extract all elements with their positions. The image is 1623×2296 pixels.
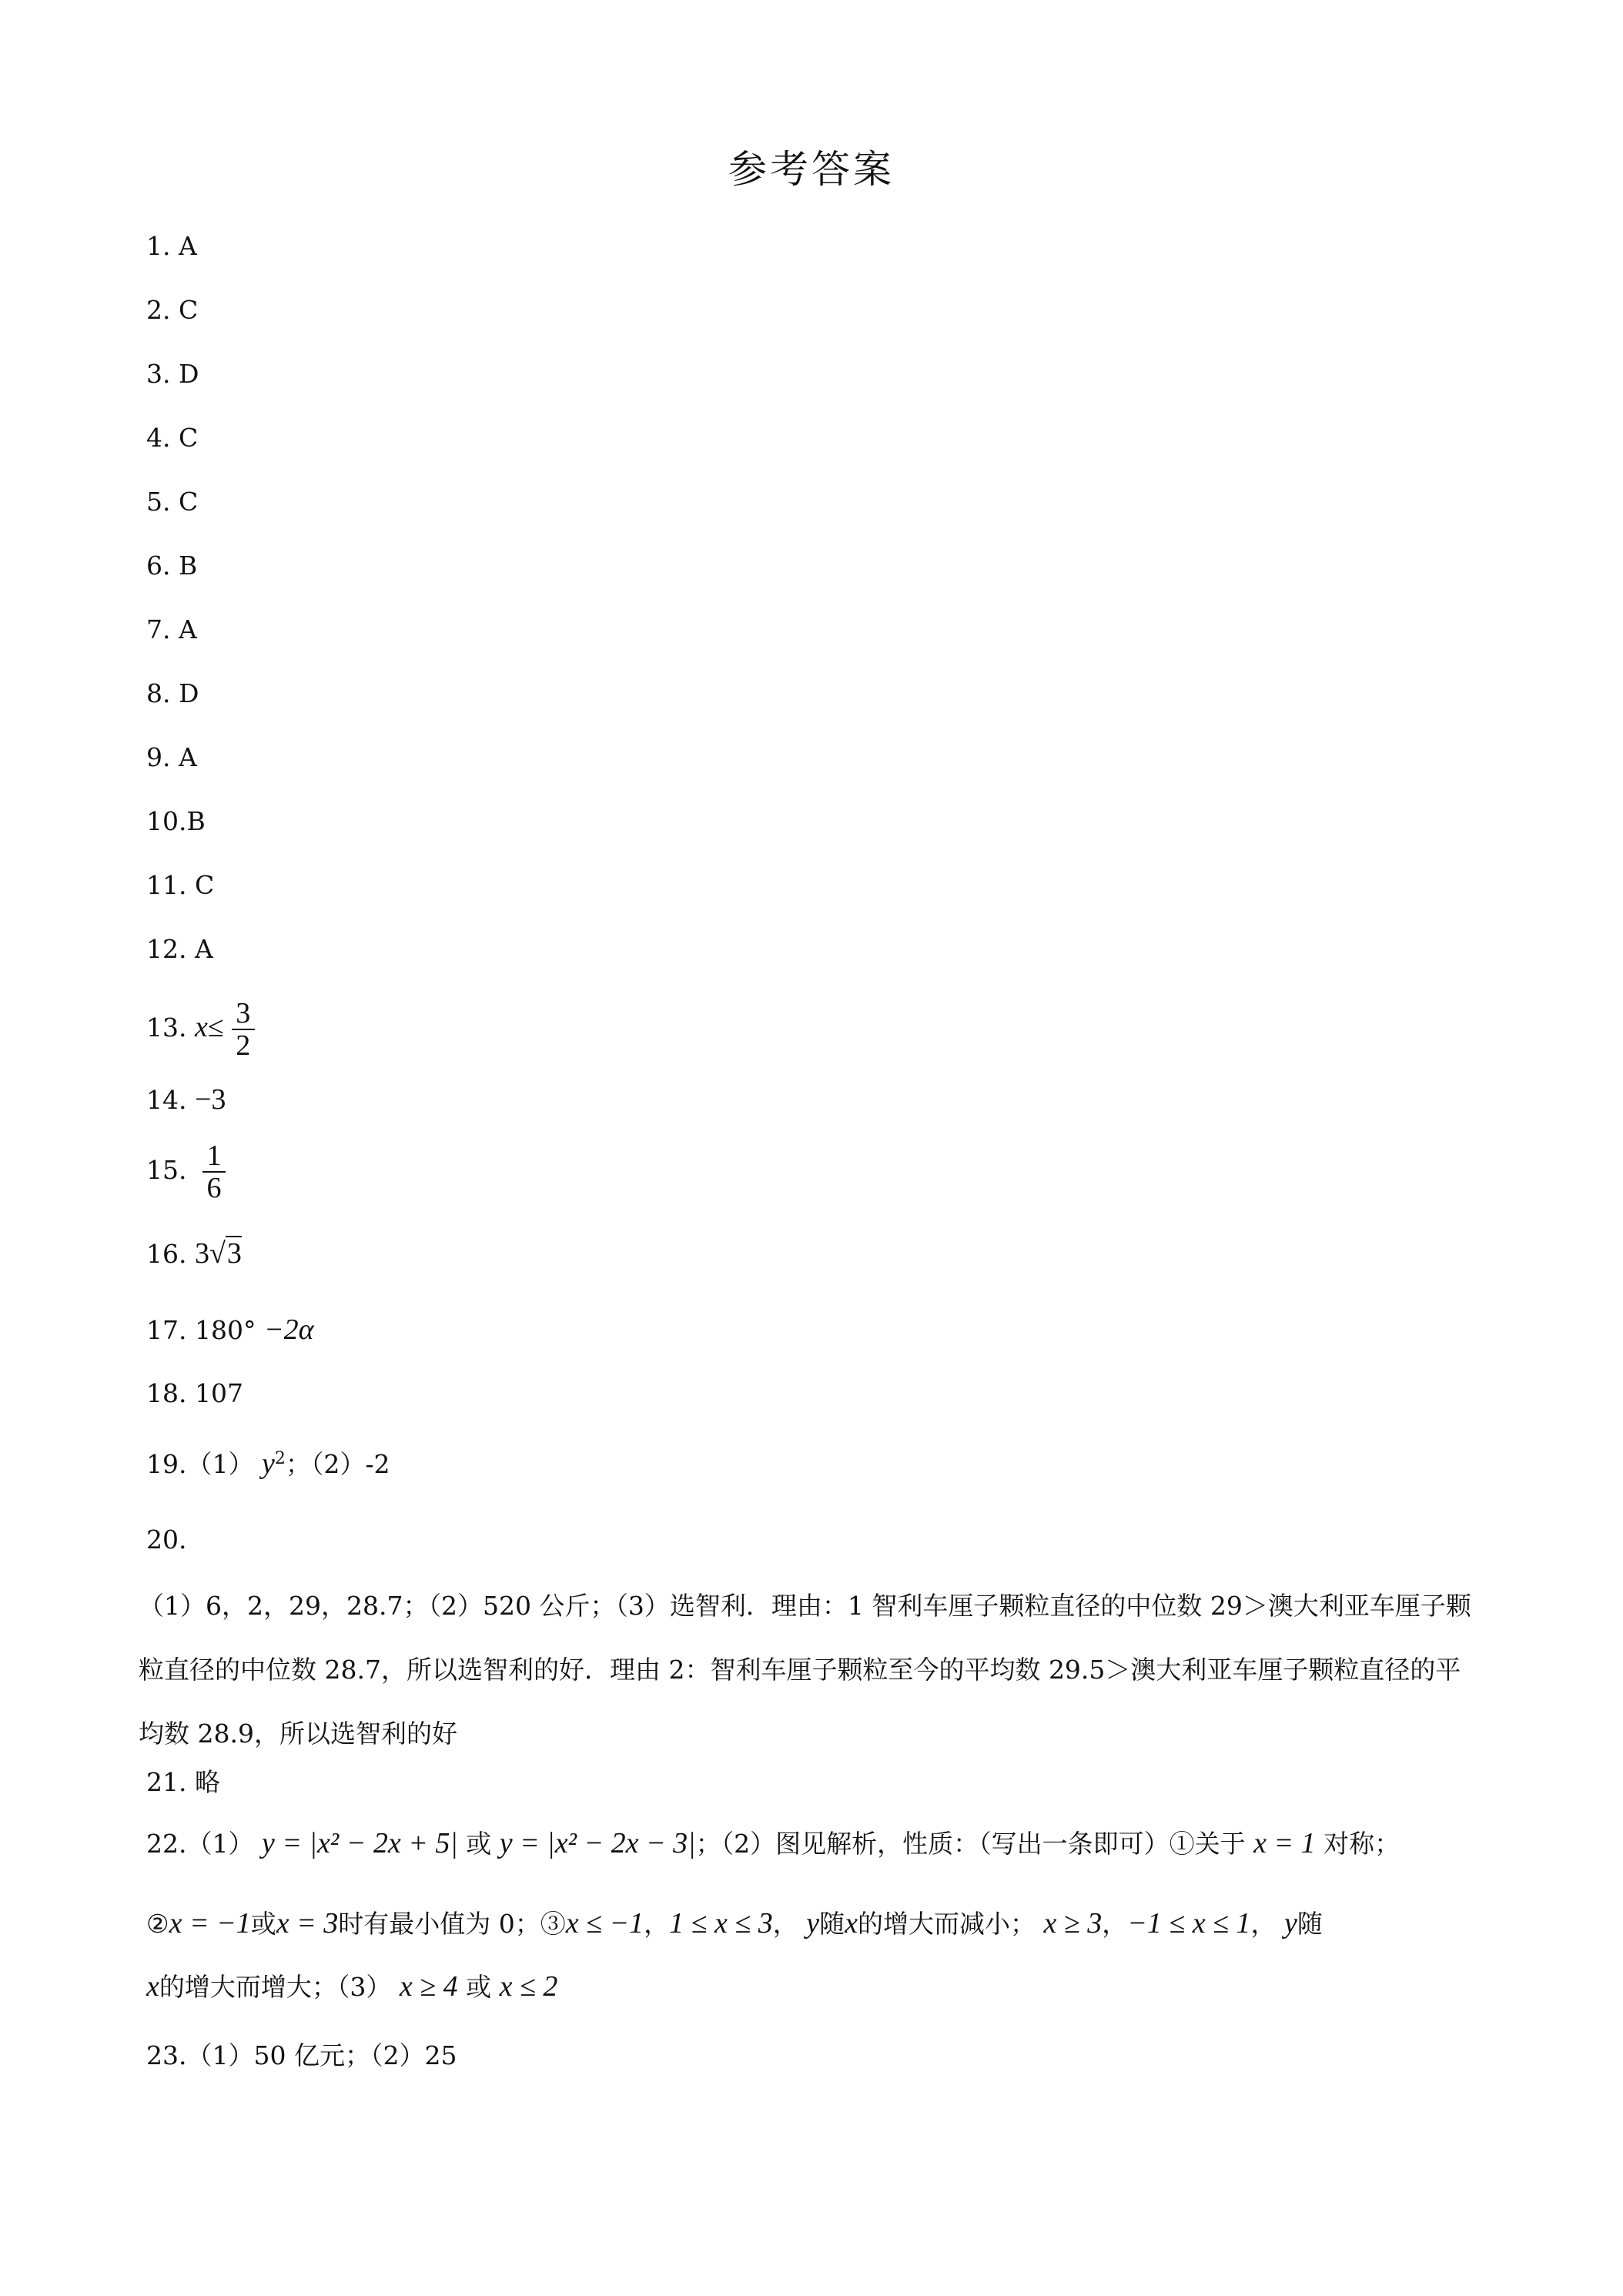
answer-22-middle: ；（2）图见解析，性质：（写出一条即可）①关于 bbox=[695, 1829, 1246, 1859]
answer-15-number: 15. bbox=[146, 1155, 187, 1185]
answer-22-x-2: x bbox=[146, 1970, 159, 2003]
answer-22-cond-1: x ≤ −1 bbox=[565, 1907, 644, 1940]
answer-22-sui-2: 随 bbox=[1297, 1909, 1323, 1939]
answer-22-formula-1: y = |x² − 2x + 5| bbox=[261, 1827, 458, 1859]
answer-2: 2. C bbox=[146, 295, 199, 325]
answer-22-prefix: 22.（1） bbox=[146, 1829, 254, 1859]
answer-13-number: 13. bbox=[146, 1012, 187, 1043]
answer-16-radicand: 3 bbox=[226, 1237, 242, 1270]
answer-16-coefficient: 3 bbox=[194, 1237, 209, 1270]
answer-1: 1. A bbox=[146, 231, 197, 261]
answer-22-x-min-2: x = 3 bbox=[276, 1907, 339, 1940]
answer-13 bbox=[146, 989, 255, 1066]
answer-22-or-2: 或 bbox=[250, 1909, 276, 1939]
answer-22-y-1: y bbox=[806, 1907, 820, 1940]
answer-22-line-3 bbox=[146, 1971, 557, 2003]
answer-22-line-2 bbox=[146, 1908, 1323, 1940]
answer-17 bbox=[146, 1314, 314, 1346]
answer-22-or-3: 或 bbox=[466, 1972, 492, 2002]
answer-22-line-1 bbox=[146, 1828, 1400, 1859]
answer-22-sep-3: ， bbox=[1102, 1909, 1128, 1939]
answer-13-variable: x bbox=[194, 1011, 208, 1043]
answer-14-value: −3 bbox=[194, 1083, 226, 1116]
answer-12: 12. A bbox=[146, 934, 213, 964]
answer-13-operator: ≤ bbox=[207, 1011, 224, 1043]
answer-22-cond-6: x ≤ 2 bbox=[499, 1970, 558, 2003]
answer-15-fraction bbox=[202, 1140, 226, 1203]
answer-10: 10.B bbox=[146, 806, 206, 836]
answer-22-symmetry-axis: x = 1 bbox=[1253, 1827, 1316, 1859]
answer-16-number: 16. bbox=[146, 1239, 187, 1269]
answer-19-exponent: 2 bbox=[274, 1449, 286, 1468]
answer-13-fraction bbox=[232, 998, 255, 1061]
answer-5: 5. C bbox=[146, 487, 199, 517]
answer-22-increase: 的增大而增大；（3） bbox=[159, 1972, 392, 2002]
answer-19-prefix: 19.（1） bbox=[146, 1449, 254, 1479]
sqrt-sign: √ bbox=[209, 1237, 226, 1270]
page-title: 参考答案 bbox=[728, 147, 895, 192]
answer-22-sui-1: 随 bbox=[819, 1909, 845, 1939]
answer-22-sep-2: ， bbox=[772, 1909, 798, 1939]
answer-16 bbox=[146, 1238, 242, 1270]
answer-20-text: （1）6，2，29，28.7；（2）520 公斤；（3）选智利．理由：1 智利车厘子颗粒直径的中位数 29＞澳大利亚车厘子颗粒直径的中位数 28.7，所以选智利的好．理由 2：智利车厘子颗粒至今的平均数 29.5＞澳大利亚车厘子颗粒直径的平均数 28.9，所以选智利的好 bbox=[139, 1591, 1471, 1749]
answer-22-x-min-1: x = −1 bbox=[169, 1907, 251, 1940]
answer-19-suffix: ；（2）-2 bbox=[285, 1449, 390, 1479]
answer-22-circle-2: ② bbox=[146, 1909, 169, 1939]
answer-17-number: 17. bbox=[146, 1315, 187, 1345]
answer-14 bbox=[146, 1084, 226, 1116]
answer-19-variable: y bbox=[261, 1448, 275, 1480]
answer-20-number: 20. bbox=[146, 1525, 187, 1555]
answer-19 bbox=[146, 1444, 390, 1480]
answer-22-cond-2: 1 ≤ x ≤ 3 bbox=[669, 1907, 773, 1940]
answer-8: 8. D bbox=[146, 678, 199, 708]
answer-14-number: 14. bbox=[146, 1085, 187, 1115]
answer-23: 23.（1）50 亿元；（2）25 bbox=[146, 2040, 457, 2070]
answer-7: 7. A bbox=[146, 614, 197, 644]
answer-13-numerator: 3 bbox=[236, 997, 251, 1029]
answer-4: 4. C bbox=[146, 423, 199, 453]
answer-21: 21. 略 bbox=[146, 1767, 220, 1797]
answer-6: 6. B bbox=[146, 551, 198, 581]
answer-22-symmetry-text: 对称； bbox=[1323, 1829, 1400, 1859]
answer-13-denominator: 2 bbox=[236, 1029, 251, 1062]
answer-22-cond-4: −1 ≤ x ≤ 1 bbox=[1127, 1907, 1251, 1940]
answer-22-formula-2: y = |x² − 2x − 3| bbox=[499, 1827, 696, 1859]
answer-22-sep-4: ， bbox=[1250, 1909, 1277, 1939]
answer-22-x-1: x bbox=[845, 1907, 858, 1940]
answer-22-cond-5: x ≥ 4 bbox=[399, 1970, 458, 2003]
answer-22-or: 或 bbox=[466, 1829, 492, 1859]
answer-9: 9. A bbox=[146, 742, 197, 772]
answer-22-min-text: 时有最小值为 0；③ bbox=[338, 1909, 566, 1939]
answer-15-denominator: 6 bbox=[206, 1172, 222, 1204]
answer-3: 3. D bbox=[146, 359, 199, 389]
answer-22-y-2: y bbox=[1283, 1907, 1297, 1940]
answer-15 bbox=[146, 1132, 226, 1209]
answer-15-numerator: 1 bbox=[206, 1140, 222, 1172]
answer-22-decrease: 的增大而减小； bbox=[857, 1909, 1036, 1939]
answer-17-degree: 180° bbox=[194, 1315, 256, 1345]
answer-22-sep-1: ， bbox=[644, 1909, 670, 1939]
answer-22-cond-3: x ≥ 3 bbox=[1043, 1907, 1103, 1940]
answer-11: 11. C bbox=[146, 870, 215, 900]
answer-17-expression: −2α bbox=[263, 1314, 314, 1346]
answer-18: 18. 107 bbox=[146, 1378, 243, 1408]
